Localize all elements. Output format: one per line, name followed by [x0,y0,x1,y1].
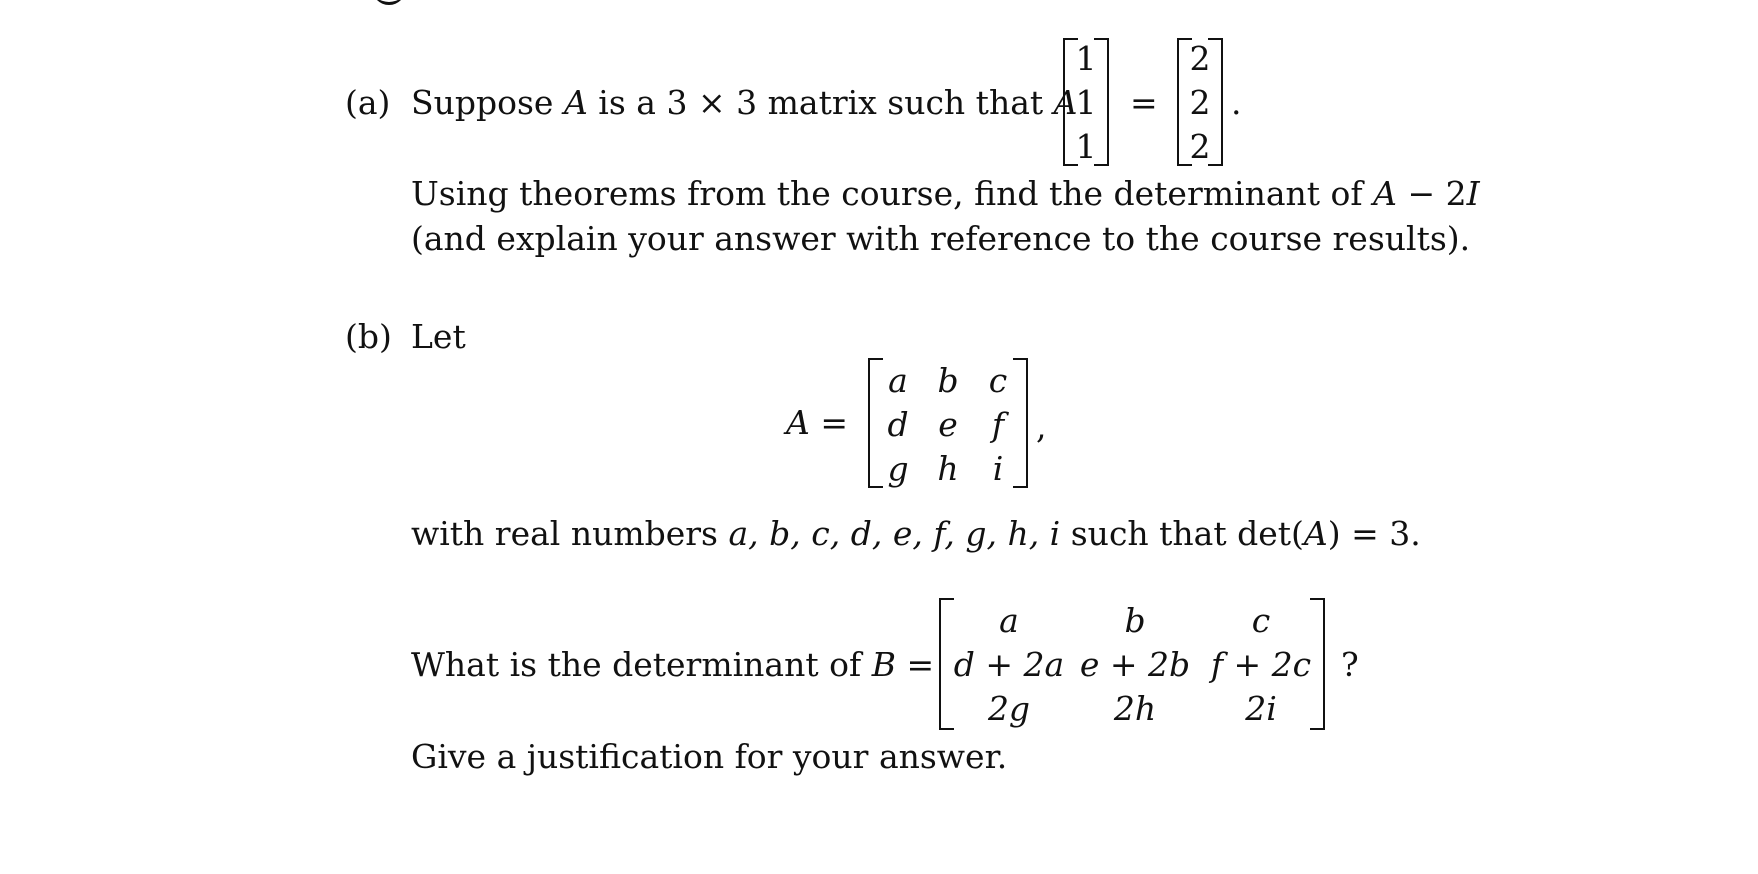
dim-three-b: 3 [736,83,758,122]
part-a-intro: Suppose [411,83,554,122]
equals-sign: = [906,645,935,684]
matrix-b-entry: a [999,601,1019,640]
matrix-b [939,598,1325,730]
expr-i: I [1466,174,1480,213]
matrix-b-entry: 2h [1113,689,1157,728]
vector-entry: 1 [1075,39,1097,78]
question-prefix: What is the determinant of [411,645,862,684]
vector-twos [1177,38,1223,166]
vector-entry: 1 [1075,127,1097,166]
matrix-b-entry: e + 2b [1079,645,1191,684]
matrix-such-that-text: matrix such that [767,83,1044,122]
matrix-a-lhs [786,403,848,442]
part-b-label: (b) [345,317,392,356]
part-b-condition [411,514,1421,553]
det-value: ) = 3. [1327,514,1421,553]
expr-a: A [1373,174,1397,213]
var-a-second: A [1053,83,1078,122]
matrix-a-entry: i [992,449,1004,488]
matrix-a-entry: d [887,405,909,444]
matrix-a-entry: g [887,449,909,488]
matrix-b-entry: 2i [1245,689,1277,728]
vector-ones [1063,38,1109,166]
matrix-b-entry: f + 2c [1210,645,1312,684]
part-a-line1 [411,174,1480,213]
times-symbol: × [697,83,726,122]
expr-two: 2 [1445,174,1467,213]
expr-minus: − [1407,174,1436,213]
var-a-lhs: A [786,403,810,442]
vector-entry: 2 [1189,83,1211,122]
part-a-sentence [411,83,1078,122]
vector-entry: 2 [1189,127,1211,166]
question-line [411,645,935,684]
matrix-a-entry: a [888,361,908,400]
matrix-a-entry: b [937,361,959,400]
comma: , [1036,407,1047,446]
matrix-b-entry: d + 2a [953,645,1065,684]
let-text: Let [411,317,466,356]
matrix-b-entry: b [1124,601,1146,640]
var-a: A [563,83,588,122]
part-a-line2: (and explain your answer with reference to the course results). [411,219,1471,258]
clipped-glyph-fragment [372,0,406,5]
var-b: B [871,645,896,684]
det-var-a: A [1303,514,1328,553]
justification-line: Give a justification for your answer. [411,737,1008,776]
matrix-a-entry: f [991,405,1005,444]
equals-sign: = [1130,83,1158,122]
dim-three-a: 3 [666,83,688,122]
variable-list: a, b, c, d, e, f, g, h, i [728,514,1061,553]
matrix-b-entry: 2g [987,689,1031,728]
with-text: with real numbers [411,514,718,553]
question-mark: ? [1341,645,1359,684]
part-a-line1-text: Using theorems from the course, find the determinant of [411,174,1363,213]
such-that-text: such that det( [1070,514,1304,553]
left-bracket [939,598,954,730]
matrix-b-entry: c [1251,601,1271,640]
vector-entry: 2 [1189,39,1211,78]
vector-entry: 1 [1075,83,1097,122]
part-a-label: (a) [345,83,391,122]
period: . [1231,83,1242,122]
matrix-a-entry: h [937,449,959,488]
matrix-a-entry: e [938,405,958,444]
is-a-text: is a [598,83,656,122]
matrix-a-entry: c [988,361,1008,400]
matrix-a [868,358,1028,488]
equals-sign: = [820,403,848,442]
